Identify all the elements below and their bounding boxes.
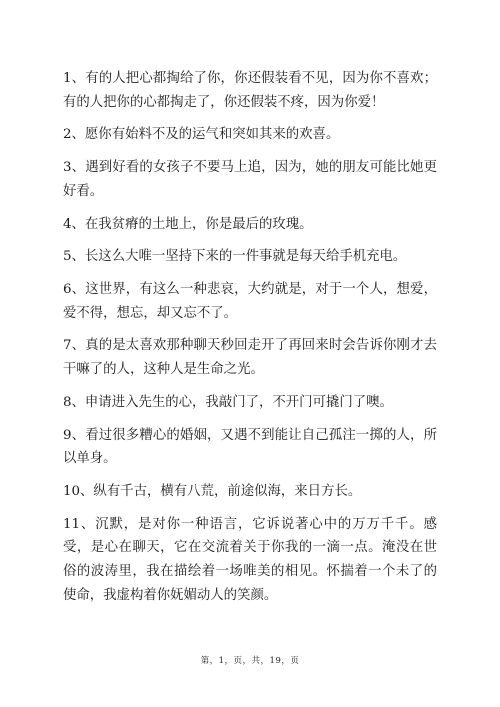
quote-item-3: 3、遇到好看的女孩子不要马上追，因为，她的朋友可能比她更好看。 xyxy=(63,160,437,199)
quote-item-6: 6、这世界，有这么一种悲哀，大约就是，对于一个人，想爱，爱不得，想忘，却又忘不了。 xyxy=(63,282,437,321)
quote-list xyxy=(63,67,437,616)
quote-item-9: 9、看过很多糟心的婚姻，又遇不到能让自己孤注一掷的人，所以单身。 xyxy=(63,427,437,467)
quote-item-2: 2、愿你有始料不及的运气和突如其来的欢喜。 xyxy=(63,127,340,143)
quote-item-1: 1、有的人把心都掏给了你，你还假装看不见，因为你不喜欢；有的人把你的心都掏走了，你还假装不疼，因为你爱！ xyxy=(63,71,437,110)
quote-item-10: 10、纵有千古，横有八荒，前途似海，来日方长。 xyxy=(63,484,362,499)
quote-item-7: 7、真的是太喜欢那种聊天秒回走开了再回来时会告诉你刚才去干嘛了的人，这种人是生命之光。 xyxy=(63,338,437,378)
quote-item-5: 5、长这么大唯一坚持下来的一件事就是每天给手机充电。 xyxy=(63,249,407,265)
quote-item-11: 11、沉默，是对你一种语言，它诉说著心中的万万千千。感受，是心在聊天，它在交流着关于你我的一滴一点。淹没在世俗的波涛里，我在描绘着一场唯美的相见。怀揣着一个未了的使命，我虚构着你妩媚动人的笑颜。 xyxy=(63,516,437,603)
quote-item-4: 4、在我贫瘠的土地上，你是最后的玫瑰。 xyxy=(63,216,313,232)
page-number-footer: 第，1，页，共，19，页 xyxy=(200,656,300,666)
quote-item-8: 8、申请进入先生的心，我敲门了，不开门可撬门了噢。 xyxy=(63,394,393,410)
